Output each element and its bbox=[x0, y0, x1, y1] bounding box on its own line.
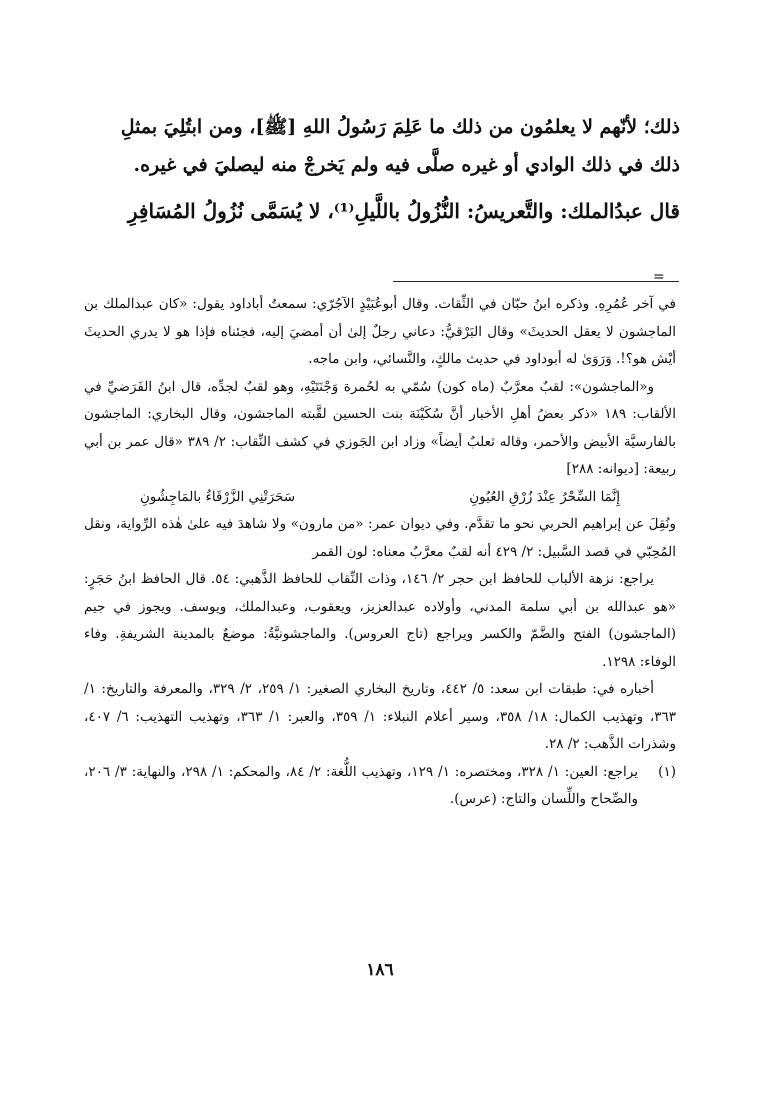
footnote-paragraph-2: و«الماجشون»: لقبٌ معرَّبٌ (ماه كون) سُمّي به لحُمرة وَجْنَتَيْهِ، وهو لقبٌ لجدِّه، قال ابنُ الفَرَضيِّ في الألقاب: ١٨٩ «ذكر بعضُ أهلِ الأخبار أنَّ سُكَيْنَة بنت الحسين لقَّبته الماجشون، وقال البخاري: الماجشون بالفارسيَّة الأبيض والأحمر، وقاله ثعلبٌ أيضاً» وزاد ابن الجَوزي في كشف النِّقاب: ٢/ ٣٨٩ «قال عمر بن أبي ربيعة: [ديوانه: ٢٨٨] bbox=[84, 378, 676, 477]
footnote-separator bbox=[393, 281, 679, 282]
footnote-1-number: (١) bbox=[658, 763, 676, 780]
verse-hemistich-right: سَحَرَتْنِي الزَّرْقَاءُ بالمَاجِشُونِ bbox=[140, 488, 296, 505]
footnote-paragraph-4: يراجع: نزهة الألباب للحافظ ابن حجر ٢/ ١٤٦، وذات النِّقاب للحافظ الذَّهبي: ٥٤. قال الحافظ ابنُ حَجَرٍ: «هو عبدالله بن أبي سلمة المدني، وأولاده عبدالعزيز، ويعقوب، وعبدالملك، ويوسف. ويجوز في جيم (الماجشون) الفتح والضَّمّ والكسر ويراجع (تاج العروس). والماجشونيَّةُ: موضعٌ بالمدينة الشريفةِ. وفاء الوفاء: ١٢٩٨. bbox=[84, 571, 676, 670]
main-line-1: ذلك؛ لأنّهم لا يعلمُون من ذلك ما عَلِمَ رَسُولُ اللهِ [ﷺ]، ومن ابتُلِيَ بمثلِ bbox=[120, 116, 680, 138]
footnotes bbox=[84, 291, 676, 814]
main-line-3: قال عبدُالملك: والتَّعريسُ: النُّزُولُ باللَّيلِ⁽¹⁾، لا يُسَمَّى نُزُولُ المُسَافِرِ bbox=[127, 199, 680, 223]
verse-hemistich-left: إِنَّمَا السِّحْرُ عِنْدَ زُرْقِ العُيُونِ bbox=[469, 488, 620, 505]
page-number: ١٨٦ bbox=[366, 960, 394, 980]
main-line-2: ذلك في ذلك الوادي أو غيره صلَّى فيه ولم يَخرجْ منه ليصليَ في غيره. bbox=[133, 154, 680, 176]
main-text bbox=[120, 108, 680, 230]
footnote-paragraph-5: أخباره في: طبقات ابن سعد: ٥/ ٤٤٢، وتاريخ البخاري الصغير: ١/ ٢٥٩، ٢/ ٣٢٩، والمعرفة والتاريخ: ١/ ٣٦٣، وتهذيب الكمال: ١٨/ ٣٥٨، وسير أعلام النبلاء: ١/ ٣٥٩، والعبر: ١/ ٣٦٣، وتهذيب التهذيب: ٦/ ٤٠٧، وشذرات الذَّهب: ٢/ ٢٨. bbox=[84, 681, 676, 752]
footnote-paragraph-3: ونُقِلَ عن إبراهيم الحربي نحو ما تقدَّم. وفي ديوان عمر: «من مارون» ولا شاهدَ فيه علىٰ هٰذه الرِّواية، ونقل المُحِبّي في قصد السَّبيل: ٢/ ٤٢٩ أنه لقبٌ معرَّبٌ معناه: لون القمر bbox=[84, 516, 676, 560]
main-paragraph bbox=[120, 108, 680, 184]
poetry-verse bbox=[84, 484, 676, 512]
continuation-marker: = bbox=[653, 269, 665, 285]
footnote-paragraph-1: في آخر عُمُرِهِ. وذكره ابنُ حبّان في الثِّقات. وقال أبوعُبَيْدٍ الآجُرّي: سمعتُ أباداود يقول: «كان عبدالملك بن الماجشون لا يعقل الحديثَ» وقال البَرْقيُّ: دعاني رجلٌ إلىٰ أن أمضيَ إليه، فجئناه فإذا هو لا يدري الحديثَ أيْش هو؟!. وَرَوَىٰ له أبوداود في حديث مالكٍ، والنَّسائي، وابن ماجه. bbox=[84, 296, 676, 367]
footnote-1 bbox=[84, 759, 676, 814]
footnote-1-text: يراجع: العين: ١/ ٣٢٨، ومختصره: ١/ ١٢٩، وتهذيب اللُّغة: ٢/ ٨٤، والمحكم: ١/ ٢٩٨، والنهاية: ٣/ ٢٠٦، والصِّحاح واللِّسان والتاج: (عرس). bbox=[84, 763, 638, 807]
